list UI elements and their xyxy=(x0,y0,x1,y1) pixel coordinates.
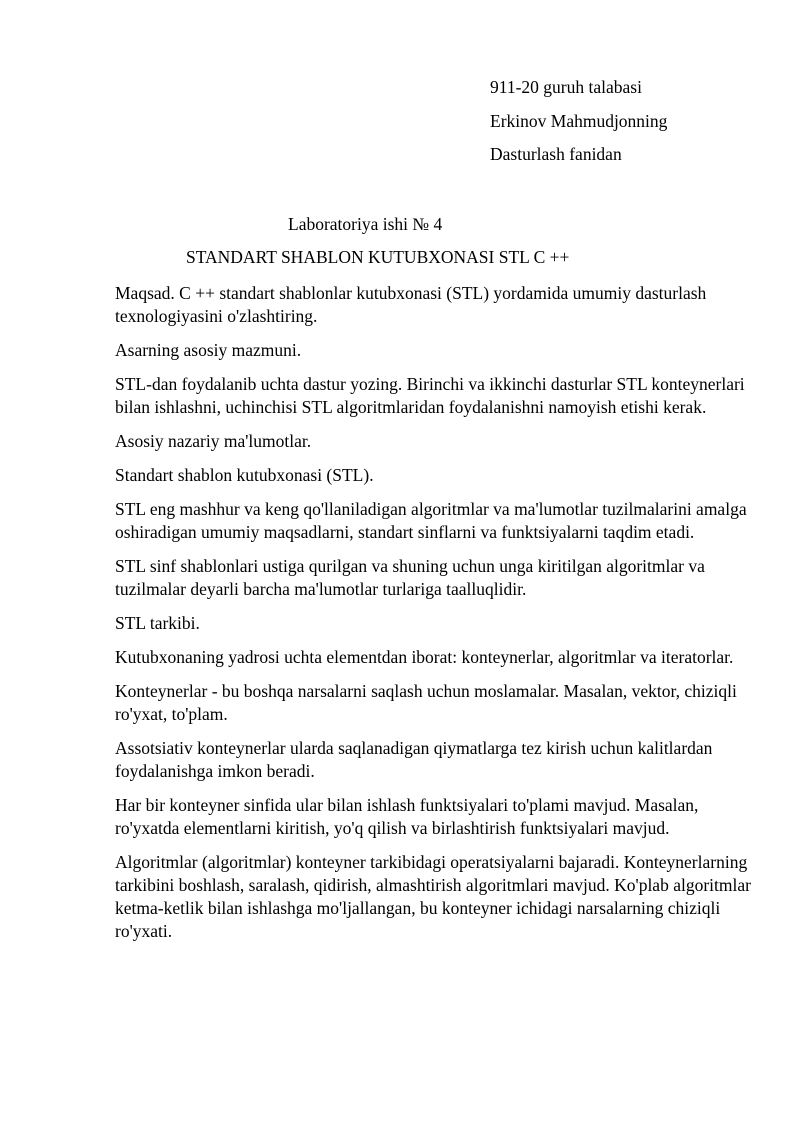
student-name-line: Erkinov Mahmudjonning xyxy=(490,110,668,131)
paragraph-stl-composition-heading: STL tarkibi. xyxy=(115,613,200,633)
paragraph-stl-description: STL eng mashhur va keng qo'llaniladigan algoritmlar va ma'lumotlar tuzilmalarini amalga oshiradigan umumiy maqsadlarni, standart sinflarni va funktsiyalarni taqdim etadi. xyxy=(115,499,747,542)
paragraph-stl-heading: Standart shablon kutubxonasi (STL). xyxy=(115,465,374,485)
paragraph-theory-heading: Asosiy nazariy ma'lumotlar. xyxy=(115,431,312,451)
author-header xyxy=(490,76,780,177)
student-group-line: 911-20 guruh talabasi xyxy=(490,77,642,97)
paragraph-main-content-heading: Asarning asosiy mazmuni. xyxy=(115,340,302,360)
paragraph-container-functions: Har bir konteyner sinfida ular bilan ishlash funktsiyalari to'plami mavjud. Masalan, ro'yxatda elementlarni kiritish, yo'q qilish va birlashtirish funktsiyalari mavjud. xyxy=(115,795,699,838)
document-body xyxy=(115,282,755,954)
paragraph-goal: Maqsad. C ++ standart shablonlar kutubxonasi (STL) yordamida umumiy dasturlash texnologiyasini o'zlashtiring. xyxy=(115,283,707,326)
subject-line: Dasturlash fanidan xyxy=(490,144,622,164)
document-title-text: STANDART SHABLON KUTUBXONASI STL C ++ xyxy=(186,247,570,267)
lab-work-title-text: Laboratoriya ishi № 4 xyxy=(288,214,443,234)
paragraph-stl-templates: STL sinf shablonlari ustiga qurilgan va shuning uchun unga kiritilgan algoritmlar va tuzilmalar deyarli barcha ma'lumotlar turlariga taalluqlidir. xyxy=(115,556,705,599)
paragraph-algorithms: Algoritmlar (algoritmlar) konteyner tarkibidagi operatsiyalarni bajaradi. Konteynerlarning tarkibini boshlash, saralash, qidirish, almashtirish algoritmlari mavjud. Ko'plab algoritmlar ketma-ketlik bilan ishlashga mo'ljallangan, bu konteyner ichidagi narsalarning chiziqli ro'yxati. xyxy=(115,852,751,941)
paragraph-task: STL-dan foydalanib uchta dastur yozing. Birinchi va ikkinchi dasturlar STL konteynerlari bilan ishlashni, uchinchisi STL algoritmlaridan foydalanishni namoyish etishi kerak. xyxy=(115,374,745,417)
paragraph-associative-containers: Assotsiativ konteynerlar ularda saqlanadigan qiymatlarga tez kirish uchun kalitlardan foydalanishga imkon beradi. xyxy=(115,738,713,781)
paragraph-containers: Konteynerlar - bu boshqa narsalarni saqlash uchun moslamalar. Masalan, vektor, chiziqli ro'yxat, to'plam. xyxy=(115,681,737,724)
paragraph-library-core: Kutubxonaning yadrosi uchta elementdan iborat: konteynerlar, algoritmlar va iteratorlar. xyxy=(115,647,734,667)
